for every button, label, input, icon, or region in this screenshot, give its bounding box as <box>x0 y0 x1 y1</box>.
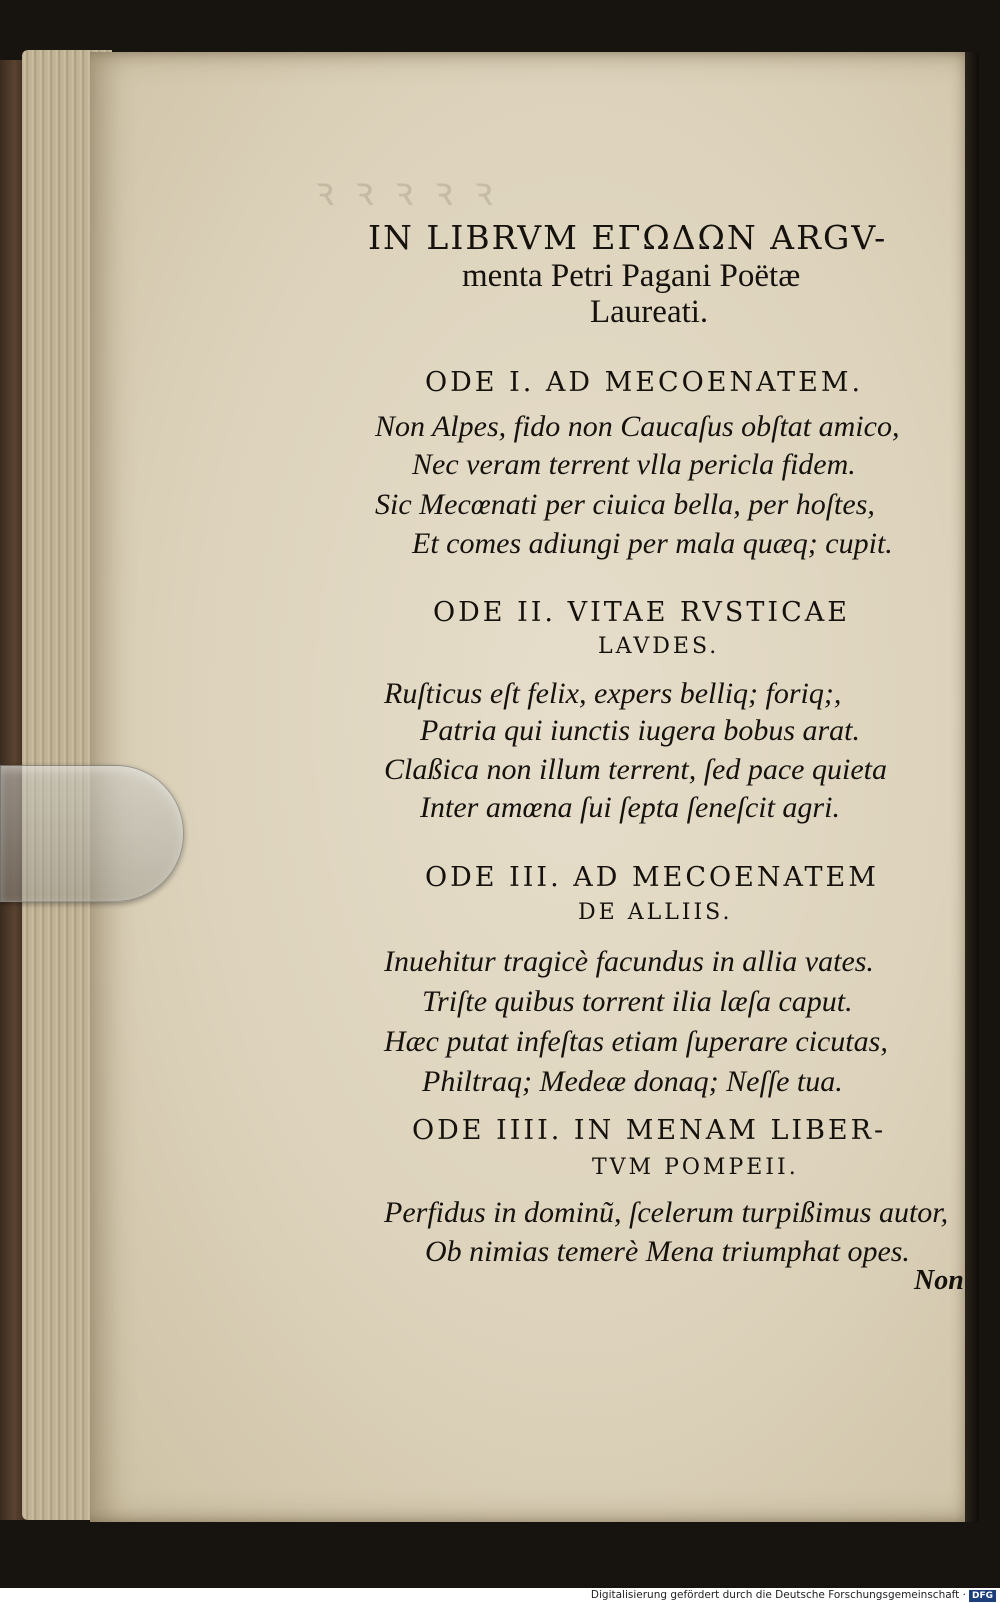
title-line-2: menta Petri Pagani Poëtæ <box>462 258 801 294</box>
ode-2-verse: Ruſticus eſt felix, expers belliq; foriq;, <box>384 677 842 710</box>
catchword: Non <box>914 1265 964 1296</box>
ode-3-verse: Inuehitur tragicè facundus in allia vates. <box>384 945 874 978</box>
footer-credit: Digitalisierung gefördert durch die Deutsche Forschungsgemeinschaft <box>590 1589 960 1601</box>
ode-4-heading: ODE IIII. IN MENAM LIBER- <box>412 1115 887 1146</box>
digitization-footer: Digitalisierung gefördert durch die Deutsche Forschungsgemeinschaft · DFG <box>0 1588 1000 1603</box>
ode-2-heading-cont: LAVDES. <box>598 634 720 659</box>
ode-3-verse: Hæc putat infeſtas etiam ſuperare cicutas, <box>384 1025 888 1058</box>
ode-4-verse: Ob nimias temerè Mena triumphat opes. <box>425 1235 910 1268</box>
ode-2-verse: Claßica non illum terrent, ſed pace quieta <box>384 753 887 786</box>
page-gutter-shadow <box>965 52 979 1522</box>
bleed-through-text: ꝛ ꝛ ꝛ ꝛ ꝛ <box>315 169 497 215</box>
ode-3-verse: Philtraq; Medeæ donaq; Neſſe tua. <box>422 1065 843 1098</box>
title-line-1: IN LIBRVM ΕΓΩΔΩΝ ARGV- <box>368 218 888 257</box>
ode-1-verse: Et comes adiungi per mala quæq; cupit. <box>412 527 893 560</box>
page-clip <box>0 765 184 902</box>
ode-1-verse: Sic Mecœnati per ciuica bella, per hoſtes, <box>375 488 875 521</box>
ode-2-heading: ODE II. VITAE RVSTICAE <box>433 597 850 628</box>
ode-3-verse: Triſte quibus torrent ilia læſa caput. <box>422 985 853 1018</box>
dfg-logo: DFG <box>969 1590 996 1602</box>
ode-4-heading-cont: TVM POMPEII. <box>592 1155 799 1180</box>
ode-3-heading-cont: DE ALLIIS. <box>578 900 733 925</box>
ode-1-heading: ODE I. AD MECOENATEM. <box>425 367 864 398</box>
ode-2-verse: Inter amœna ſui ſepta ſeneſcit agri. <box>420 791 840 824</box>
ode-3-heading: ODE III. AD MECOENATEM <box>425 862 879 893</box>
ode-2-verse: Patria qui iunctis iugera bobus arat. <box>420 714 861 747</box>
title-line-3: Laureati. <box>590 294 709 330</box>
ode-1-verse: Non Alpes, fido non Caucaſus obſtat amico, <box>375 410 900 443</box>
ode-1-verse: Nec veram terrent vlla pericla fidem. <box>412 448 856 481</box>
ode-4-verse: Perfidus in dominũ, ſcelerum turpißimus autor, <box>384 1196 949 1229</box>
